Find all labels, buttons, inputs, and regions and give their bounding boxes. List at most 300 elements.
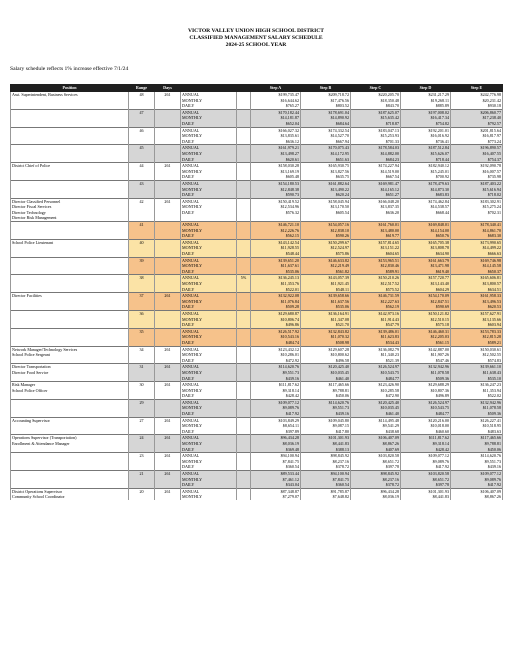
step-b-cell: $11,637.56	[301, 299, 351, 305]
step-b-cell: $174,332.54	[301, 127, 351, 133]
step-b-cell: $360.54	[301, 482, 351, 488]
range-cell: 34	[129, 346, 155, 352]
position-cell: School Police Sergeant	[11, 352, 129, 358]
step-e-cell: $139,661.10	[451, 364, 503, 370]
step-d-cell: $736.41	[401, 139, 451, 145]
step-d-cell: $590.69	[401, 304, 451, 310]
step-a-cell: $89,533.44	[251, 471, 301, 477]
step-e-cell: $173,990.65	[451, 239, 503, 245]
step-c-cell: $636.20	[351, 210, 401, 216]
step-d-cell: $14,538.57	[401, 204, 451, 210]
period-cell: DAILY	[181, 447, 237, 453]
step-b-cell: $114,620.76	[301, 399, 351, 405]
step-b-cell: $17,476.56	[301, 98, 351, 104]
period-cell: DAILY	[181, 393, 237, 399]
step-d-cell: $101,301.93	[401, 488, 451, 494]
step-b-cell: $461.40	[301, 376, 351, 382]
step-a-cell: $199,735.47	[251, 92, 301, 98]
step-b-cell: $11,070.32	[301, 334, 351, 340]
step-a-cell: $9,318.14	[251, 388, 301, 394]
position-cell: Accounting Supervisor	[11, 417, 129, 423]
step-b-cell: $117,465.66	[301, 382, 351, 388]
step-c-cell: $9,541.29	[351, 423, 401, 429]
step-e-cell: $15,616.94	[451, 187, 503, 193]
step-e-cell: $9,089.76	[451, 477, 503, 483]
step-a-cell: $765.27	[251, 103, 301, 109]
step-d-cell: $10,807.36	[401, 388, 451, 394]
step-b-cell: $7,841.75	[301, 477, 351, 483]
step-a-cell: $562.15	[251, 233, 301, 239]
period-cell: MONTHLY	[181, 352, 237, 358]
step-e-cell: $574.83	[451, 358, 503, 364]
step-c-cell: $12,517.52	[351, 281, 401, 287]
step-b-cell: $158,045.94	[301, 198, 351, 204]
step-c-cell: $13,837.35	[351, 204, 401, 210]
step-e-cell: $114,620.76	[451, 453, 503, 459]
position-cell: Director Food Service	[11, 370, 129, 376]
step-c-cell: $10,543.75	[351, 370, 401, 376]
days-cell: 261	[155, 163, 181, 169]
period-cell: DAILY	[181, 233, 237, 239]
step-d-cell: $187,512.84	[401, 145, 451, 151]
step-e-cell: $14,499.22	[451, 245, 503, 251]
step-b-cell: $14,527.70	[301, 133, 351, 139]
step-c-cell: $667.54	[351, 174, 401, 180]
step-a-cell: $11,353.76	[251, 281, 301, 287]
step-b-cell: $535.06	[301, 304, 351, 310]
step-a-cell: $161,979.21	[251, 145, 301, 151]
step-a-cell: $13,835.61	[251, 133, 301, 139]
step-c-cell: $153,965.51	[351, 257, 401, 263]
range-cell: 44	[129, 163, 155, 169]
step-e-cell: $754.37	[451, 157, 503, 163]
step-d-cell: $8,441.83	[401, 494, 451, 500]
step-d-cell: $165,705.38	[401, 239, 451, 245]
step-c-cell: $534.43	[351, 340, 401, 346]
step-e-cell: $930.18	[451, 103, 503, 109]
period-cell: MONTHLY	[181, 459, 237, 465]
step-b-cell: $9,087.15	[301, 423, 351, 429]
step-e-cell: $735.98	[451, 174, 503, 180]
days-cell: 261	[155, 453, 181, 459]
days-cell: 261	[155, 293, 181, 299]
position-cell: School Police Lieutenant	[11, 239, 129, 245]
step-e-cell: $417.92	[451, 482, 503, 488]
range-cell: 39	[129, 257, 155, 263]
position-cell: Operations Supervisor (Transportation)	[11, 435, 129, 441]
period-cell: ANNUAL	[181, 257, 237, 263]
step-c-cell: $10,035.45	[351, 405, 401, 411]
step-d-cell: $561.15	[401, 340, 451, 346]
step-c-cell: $166,048.20	[351, 198, 401, 204]
step-e-cell: $192,090.78	[451, 163, 503, 169]
range-cell: 35	[129, 328, 155, 334]
range-cell: 37	[129, 293, 155, 299]
step-b-cell: $129,607.28	[301, 346, 351, 352]
step-a-cell: $123,432.12	[251, 346, 301, 352]
step-e-cell: $161,958.33	[451, 293, 503, 299]
step-a-cell: $360.54	[251, 464, 301, 470]
period-cell: DAILY	[181, 322, 237, 328]
period-cell: MONTHLY	[181, 299, 237, 305]
step-d-cell: $120,216.00	[401, 417, 451, 423]
step-d-cell: $231,217.29	[401, 92, 451, 98]
step-e-cell: $773.24	[451, 139, 503, 145]
step-e-cell: $13,496.53	[451, 299, 503, 305]
step-a-cell: $8,654.11	[251, 423, 301, 429]
days-cell: 261	[155, 488, 181, 494]
step-a-cell: $576.32	[251, 210, 301, 216]
period-cell: MONTHLY	[181, 133, 237, 139]
range-cell: 42	[129, 198, 155, 204]
step-d-cell: $12,510.15	[401, 317, 451, 323]
step-c-cell: $472.90	[351, 393, 401, 399]
step-d-cell: $10,543.75	[401, 405, 451, 411]
step-e-cell: $718.02	[451, 192, 503, 198]
step-a-cell: $16,644.62	[251, 98, 301, 104]
days-cell: 261	[155, 471, 181, 477]
step-e-cell: $509.36	[451, 411, 503, 417]
step-e-cell: $666.63	[451, 251, 503, 257]
column-header-step-d: Step D	[401, 85, 451, 92]
step-b-cell: $14,890.92	[301, 115, 351, 121]
period-cell: DAILY	[181, 429, 237, 435]
period-cell: DAILY	[181, 121, 237, 127]
period-cell: ANNUAL	[181, 346, 237, 352]
days-cell: 261	[155, 198, 181, 204]
step-b-cell: $521.70	[301, 322, 351, 328]
step-a-cell: $428.42	[251, 393, 301, 399]
step-e-cell: $206,860.77	[451, 109, 503, 115]
step-d-cell: $10,018.00	[401, 423, 451, 429]
step-a-cell: $170,182.44	[251, 109, 301, 115]
step-e-cell: $12,502.55	[451, 352, 503, 358]
step-e-cell: $201,815.64	[451, 127, 503, 133]
step-d-cell: $182,940.12	[401, 163, 451, 169]
salary-schedule-table	[10, 84, 503, 500]
step-c-cell: $718.87	[351, 121, 401, 127]
days-cell	[155, 494, 181, 500]
step-e-cell: $16,407.55	[451, 151, 503, 157]
step-d-cell: $8,651.72	[401, 477, 451, 483]
step-d-cell: $417.92	[401, 464, 451, 470]
column-header-period	[181, 85, 237, 92]
step-b-cell: $10,035.45	[301, 370, 351, 376]
step-c-cell: $14,882.00	[351, 151, 401, 157]
district-title: VICTOR VALLEY UNION HIGH SCHOOL DISTRICT	[187, 28, 325, 34]
step-c-cell: $701.33	[351, 139, 401, 145]
step-b-cell: $109,045.80	[301, 417, 351, 423]
step-a-cell: $590.73	[251, 192, 301, 198]
step-e-cell: $136,247.23	[451, 382, 503, 388]
step-c-cell: $146,731.59	[351, 293, 401, 299]
step-e-cell: $109,077.12	[451, 471, 503, 477]
step-a-cell: $126,517.92	[251, 328, 301, 334]
step-b-cell: $165,930.75	[301, 163, 351, 169]
step-c-cell: $178,584.03	[351, 145, 401, 151]
days-cell: 261	[155, 382, 181, 388]
step-c-cell: $8,867.26	[351, 441, 401, 447]
period-cell: MONTHLY	[181, 477, 237, 483]
step-e-cell: $183,302.91	[451, 198, 503, 204]
step-a-cell: $548.44	[251, 251, 301, 257]
range-cell: 29	[129, 399, 155, 405]
range-cell: 31	[129, 364, 155, 370]
step-b-cell: $132,843.82	[301, 328, 351, 334]
step-a-cell: $11,637.61	[251, 263, 301, 269]
step-b-cell: $101,301.93	[301, 435, 351, 441]
step-a-cell: $14,181.87	[251, 115, 301, 121]
step-c-cell: $562.19	[351, 304, 401, 310]
period-cell: ANNUAL	[181, 127, 237, 133]
step-b-cell: $13,827.56	[301, 169, 351, 175]
range-cell: 24	[129, 435, 155, 441]
column-header-step-c: Step C	[351, 85, 401, 92]
school-year-title: 2024-25 SCHOOL YEAR	[225, 42, 287, 48]
position-cell: Director Risk Management	[11, 215, 129, 221]
step-d-cell: $11,078.58	[401, 370, 451, 376]
step-e-cell: $620.53	[451, 304, 503, 310]
step-c-cell: $484.77	[351, 376, 401, 382]
step-c-cell: $161,760.01	[351, 222, 401, 228]
step-d-cell: $13,808.78	[401, 245, 451, 251]
days-cell: 261	[155, 417, 181, 423]
period-cell: MONTHLY	[181, 494, 237, 500]
step-c-cell: $98,845.92	[351, 471, 401, 477]
step-a-cell: $522.01	[251, 287, 301, 293]
step-b-cell: $120,425.40	[301, 364, 351, 370]
step-c-cell: $604.65	[351, 251, 401, 257]
step-a-cell: $158,030.28	[251, 163, 301, 169]
step-c-cell: $378.72	[351, 482, 401, 488]
step-e-cell: $535.10	[451, 376, 503, 382]
step-b-cell: $388.13	[301, 447, 351, 453]
step-c-cell: $407.69	[351, 447, 401, 453]
range-cell: 43	[129, 180, 155, 186]
step-c-cell: $10,285.58	[351, 388, 401, 394]
step-e-cell: $17,238.40	[451, 115, 503, 121]
step-e-cell: $9,788.81	[451, 441, 503, 447]
step-d-cell: $754.82	[401, 121, 451, 127]
step-b-cell: $139,658.66	[301, 293, 351, 299]
step-c-cell: $15,253.93	[351, 133, 401, 139]
step-a-cell: $87,348.87	[251, 488, 301, 494]
schedule-title: CLASSIFIED MANAGEMENT SALARY SCHEDULE	[189, 35, 323, 41]
step-a-cell: $484.74	[251, 340, 301, 346]
step-e-cell: $16,817.97	[451, 133, 503, 139]
step-e-cell: $14,861.70	[451, 228, 503, 234]
step-a-cell: $636.12	[251, 139, 301, 145]
step-b-cell: $651.63	[301, 157, 351, 163]
range-cell: 46	[129, 127, 155, 133]
step-b-cell: $170,075.43	[301, 145, 351, 151]
step-b-cell: $378.72	[301, 464, 351, 470]
period-cell: MONTHLY	[181, 281, 237, 287]
step-c-cell: $106,407.09	[351, 435, 401, 441]
step-d-cell: $111,817.62	[401, 435, 451, 441]
step-a-cell: $472.92	[251, 358, 301, 364]
step-e-cell: $178,340.41	[451, 222, 503, 228]
step-a-cell: $150,419.52	[251, 198, 301, 204]
days-cell: 261	[155, 435, 181, 441]
period-cell: ANNUAL	[181, 180, 237, 186]
period-cell: MONTHLY	[181, 169, 237, 175]
position-cell: Director Classified Personnel	[11, 198, 129, 204]
step-e-cell: $169,746.98	[451, 257, 503, 263]
step-a-cell: $146,721.10	[251, 222, 301, 228]
period-cell: MONTHLY	[181, 334, 237, 340]
range-cell: 48	[129, 92, 155, 98]
step-b-cell: $14,172.95	[301, 151, 351, 157]
step-a-cell: $496.86	[251, 322, 301, 328]
range-cell	[129, 494, 155, 500]
increase-note: Salary schedule reflects 1% increase effective 7/1/24	[10, 66, 129, 72]
column-header-position: Position	[11, 85, 129, 92]
step-c-cell: $220,205.70	[351, 92, 401, 98]
step-c-cell: $169,981.47	[351, 180, 401, 186]
step-a-cell: $10,806.74	[251, 317, 301, 323]
step-c-cell: $11,914.43	[351, 317, 401, 323]
position-cell: Asst. Superintendent, Business Services	[11, 92, 129, 98]
step-a-cell: $129,680.87	[251, 310, 301, 316]
period-cell: DAILY	[181, 411, 237, 417]
step-b-cell: $620.24	[301, 192, 351, 198]
range-cell: 45	[129, 145, 155, 151]
step-d-cell: $14,873.30	[401, 187, 451, 193]
pct-cell: 5%	[237, 275, 251, 281]
step-b-cell: $8,441.83	[301, 441, 351, 447]
step-e-cell: $117,465.66	[451, 435, 503, 441]
position-cell: District Operations Supervisor	[11, 488, 129, 494]
period-cell: ANNUAL	[181, 364, 237, 370]
step-e-cell: $106,407.09	[451, 488, 503, 494]
step-c-cell: $619.77	[351, 233, 401, 239]
step-c-cell: $103,820.58	[351, 453, 401, 459]
step-d-cell: $103,820.58	[401, 471, 451, 477]
range-cell: 23	[129, 453, 155, 459]
step-b-cell: $150,299.67	[301, 239, 351, 245]
step-e-cell: $439.16	[451, 464, 503, 470]
step-d-cell: $484.77	[401, 411, 451, 417]
step-a-cell: $620.61	[251, 157, 301, 163]
step-b-cell: $11,921.45	[301, 281, 351, 287]
step-a-cell: $13,498.27	[251, 151, 301, 157]
step-c-cell: $174,227.94	[351, 163, 401, 169]
period-cell: ANNUAL	[181, 145, 237, 151]
step-d-cell: $634.90	[401, 251, 451, 257]
step-c-cell: $157,814.65	[351, 239, 401, 245]
step-c-cell: $684.23	[351, 157, 401, 163]
days-cell: 261	[155, 346, 181, 352]
step-a-cell: $7,841.75	[251, 459, 301, 465]
period-cell: DAILY	[181, 376, 237, 382]
step-e-cell: $16,007.57	[451, 169, 503, 175]
range-cell: 20	[129, 488, 155, 494]
step-b-cell: $98,845.92	[301, 453, 351, 459]
period-cell: MONTHLY	[181, 263, 237, 269]
step-d-cell: $496.89	[401, 393, 451, 399]
period-cell: ANNUAL	[181, 382, 237, 388]
step-b-cell: $684.64	[301, 121, 351, 127]
step-e-cell: $634.51	[451, 287, 503, 293]
period-cell: MONTHLY	[181, 423, 237, 429]
step-b-cell: $91,785.87	[301, 488, 351, 494]
step-b-cell: $12,524.97	[301, 245, 351, 251]
period-cell: ANNUAL	[181, 239, 237, 245]
step-d-cell: $428.42	[401, 447, 451, 453]
step-d-cell: $197,008.02	[401, 109, 451, 115]
period-cell: DAILY	[181, 269, 237, 275]
range-cell: 36	[129, 310, 155, 316]
step-a-cell: $11,076.84	[251, 299, 301, 305]
period-cell: DAILY	[181, 157, 237, 163]
step-a-cell: $13,169.19	[251, 169, 301, 175]
position-cell: Director Technology	[11, 210, 129, 216]
step-a-cell: $96,434.28	[251, 435, 301, 441]
period-cell: ANNUAL	[181, 328, 237, 334]
step-a-cell: $652.04	[251, 121, 301, 127]
column-header-pct	[237, 85, 251, 92]
step-e-cell: $165,606.81	[451, 275, 503, 281]
step-c-cell: $8,036.19	[351, 494, 401, 500]
step-c-cell: $136,082.79	[351, 346, 401, 352]
step-b-cell: $143,057.39	[301, 275, 351, 281]
step-a-cell: $369.48	[251, 447, 301, 453]
period-cell: DAILY	[181, 251, 237, 257]
step-c-cell: $18,350.48	[351, 98, 401, 104]
step-c-cell: $843.70	[351, 103, 401, 109]
range-cell: 21	[129, 471, 155, 477]
position-cell: Director Transportation	[11, 364, 129, 370]
position-cell: Risk Manager	[11, 382, 129, 388]
step-e-cell: $150,030.61	[451, 346, 503, 352]
step-b-cell: $635.75	[301, 174, 351, 180]
step-b-cell: $94,100.94	[301, 471, 351, 477]
range-cell: 27	[129, 417, 155, 423]
table-row	[11, 494, 503, 500]
step-e-cell: $589.21	[451, 340, 503, 346]
step-c-cell: $461.40	[351, 411, 401, 417]
step-b-cell: $161,882.64	[301, 180, 351, 186]
step-a-cell: $166,027.32	[251, 127, 301, 133]
step-d-cell: $169,848.01	[401, 222, 451, 228]
step-a-cell: $535.06	[251, 269, 301, 275]
step-e-cell: $187,403.22	[451, 180, 503, 186]
step-a-cell: $439.16	[251, 376, 301, 382]
step-c-cell: $150,210.26	[351, 275, 401, 281]
step-e-cell: $13,800.57	[451, 281, 503, 287]
step-b-cell: $417.80	[301, 429, 351, 435]
step-a-cell: $111,817.62	[251, 382, 301, 388]
range-cell: 38	[129, 275, 155, 281]
step-d-cell: $15,626.07	[401, 151, 451, 157]
step-b-cell: $590.26	[301, 233, 351, 239]
step-c-cell: $120,425.40	[351, 399, 401, 405]
period-cell: DAILY	[181, 174, 237, 180]
period-cell: DAILY	[181, 340, 237, 346]
step-b-cell: $9,551.73	[301, 405, 351, 411]
step-b-cell: $561.82	[301, 269, 351, 275]
step-d-cell: $12,205.03	[401, 334, 451, 340]
period-cell: DAILY	[181, 464, 237, 470]
period-cell: DAILY	[181, 304, 237, 310]
step-e-cell: $196,890.57	[451, 145, 503, 151]
range-cell: 40	[129, 239, 155, 245]
step-d-cell: $547.46	[401, 358, 451, 364]
step-c-cell: $114,495.48	[351, 417, 401, 423]
step-a-cell: $343.04	[251, 482, 301, 488]
period-cell: MONTHLY	[181, 187, 237, 193]
